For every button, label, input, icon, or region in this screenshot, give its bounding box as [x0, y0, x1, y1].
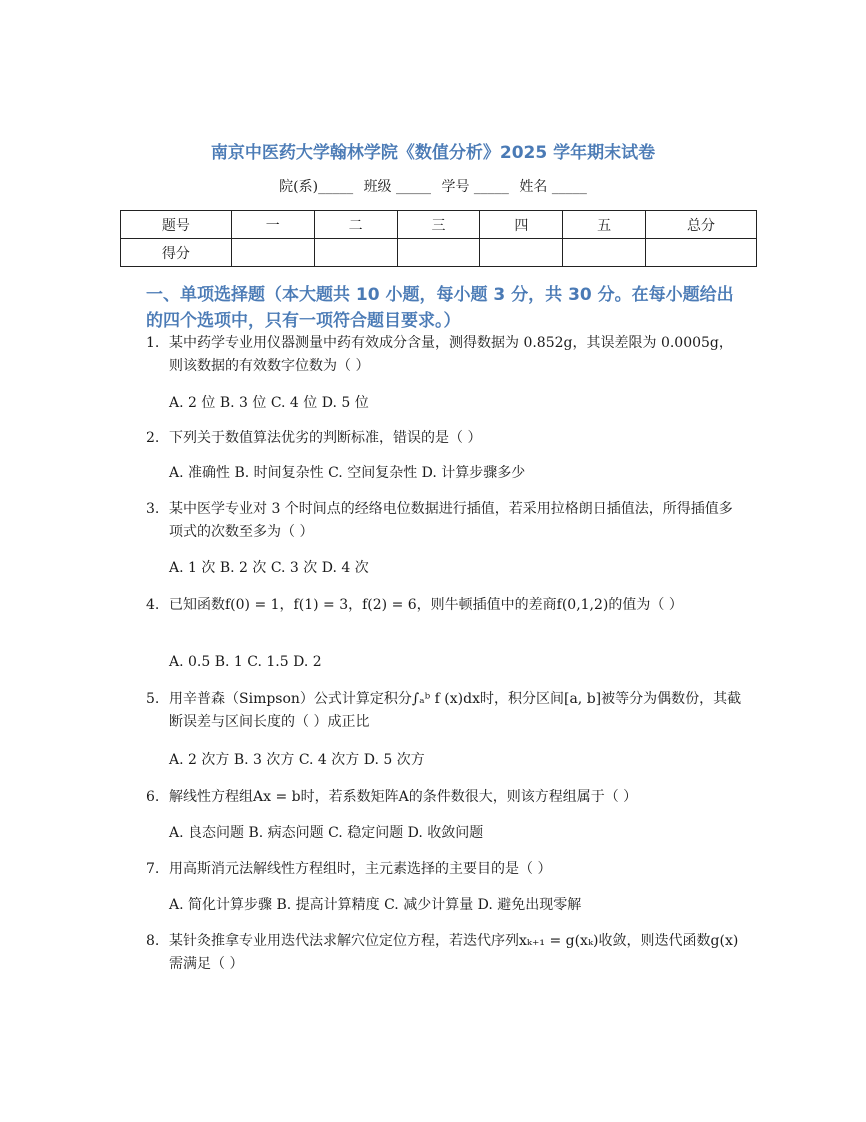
question-item	[146, 786, 746, 809]
section-heading: 一、单项选择题（本大题共 10 小题，每小题 3 分，共 30 分。在每小题给出的四个选项中，只有一项符合题目要求。）	[146, 285, 734, 331]
question-item	[146, 594, 746, 617]
table-cell	[646, 239, 757, 267]
question-item	[146, 688, 746, 734]
question-item	[146, 427, 746, 450]
question-number: 1.	[146, 335, 160, 351]
question-number: 4.	[146, 597, 160, 613]
table-cell: 三	[397, 211, 480, 239]
table-cell	[314, 239, 397, 267]
question-text: 用辛普森（Simpson）公式计算定积分∫ₐᵇ f (x)dx时，积分区间[a, b]被等分为偶数份，其截断误差与区间长度的（ ）成正比	[169, 691, 742, 730]
table-cell: 一	[231, 211, 314, 239]
question-options: A. 2 次方 B. 3 次方 C. 4 次方 D. 5 次方	[169, 752, 425, 768]
table-cell	[397, 239, 480, 267]
question-options: A. 良态问题 B. 病态问题 C. 稳定问题 D. 收敛问题	[169, 825, 484, 841]
question-options: A. 2 位 B. 3 位 C. 4 位 D. 5 位	[169, 395, 369, 411]
question-text: 下列关于数值算法优劣的判断标准，错误的是（ ）	[169, 430, 482, 446]
table-cell: 得分	[121, 239, 232, 267]
table-cell	[231, 239, 314, 267]
question-text: 某中药学专业用仪器测量中药有效成分含量，测得数据为 0.852g，其误差限为 0.0005g，则该数据的有效数字位数为（ ）	[169, 335, 733, 374]
question-options: A. 准确性 B. 时间复杂性 C. 空间复杂性 D. 计算步骤多少	[169, 465, 526, 481]
question-item	[146, 930, 746, 976]
question-number: 8.	[146, 933, 160, 949]
question-text: 某针灸推拿专业用迭代法求解穴位定位方程，若迭代序列xₖ₊₁ = g(xₖ)收敛，则迭代函数g(x)需满足（ ）	[169, 933, 739, 972]
table-cell	[480, 239, 563, 267]
question-number: 5.	[146, 691, 160, 707]
question-options: A. 0.5 B. 1 C. 1.5 D. 2	[169, 654, 322, 670]
question-text: 解线性方程组Ax = b时，若系数矩阵A的条件数很大，则该方程组属于（ ）	[169, 789, 638, 805]
question-options: A. 1 次 B. 2 次 C. 3 次 D. 4 次	[169, 560, 369, 576]
table-cell: 总分	[646, 211, 757, 239]
student-info-line	[0, 176, 866, 196]
question-number: 3.	[146, 501, 160, 517]
student-id-field: 学号 _____	[441, 179, 509, 195]
class-field: 班级 _____	[363, 179, 432, 195]
question-number: 2.	[146, 430, 160, 446]
question-item	[146, 332, 746, 378]
score-table	[120, 210, 757, 267]
table-cell: 二	[314, 211, 397, 239]
question-text: 已知函数f(0) = 1，f(1) = 3，f(2) = 6，则牛顿插值中的差商f(0,1,2)的值为（ ）	[169, 597, 683, 613]
table-cell: 五	[563, 211, 646, 239]
question-item	[146, 498, 746, 544]
question-number: 6.	[146, 789, 160, 805]
question-options: A. 简化计算步骤 B. 提高计算精度 C. 减少计算量 D. 避免出现零解	[169, 897, 582, 913]
exam-title: 南京中医药大学翰林学院《数值分析》2025 学年期末试卷	[210, 143, 656, 163]
name-field: 姓名 _____	[519, 179, 587, 195]
table-cell	[563, 239, 646, 267]
question-number: 7.	[146, 861, 160, 877]
table-cell: 四	[480, 211, 563, 239]
score-table-header-row	[121, 211, 757, 239]
department-field: 院(系)_____	[279, 179, 354, 195]
question-text: 用高斯消元法解线性方程组时，主元素选择的主要目的是（ ）	[169, 861, 552, 877]
question-item	[146, 858, 746, 881]
table-cell: 题号	[121, 211, 232, 239]
score-table-row	[121, 239, 757, 267]
question-text: 某中医学专业对 3 个时间点的经络电位数据进行插值，若采用拉格朗日插值法，所得插值多项式的次数至多为（ ）	[169, 501, 733, 540]
